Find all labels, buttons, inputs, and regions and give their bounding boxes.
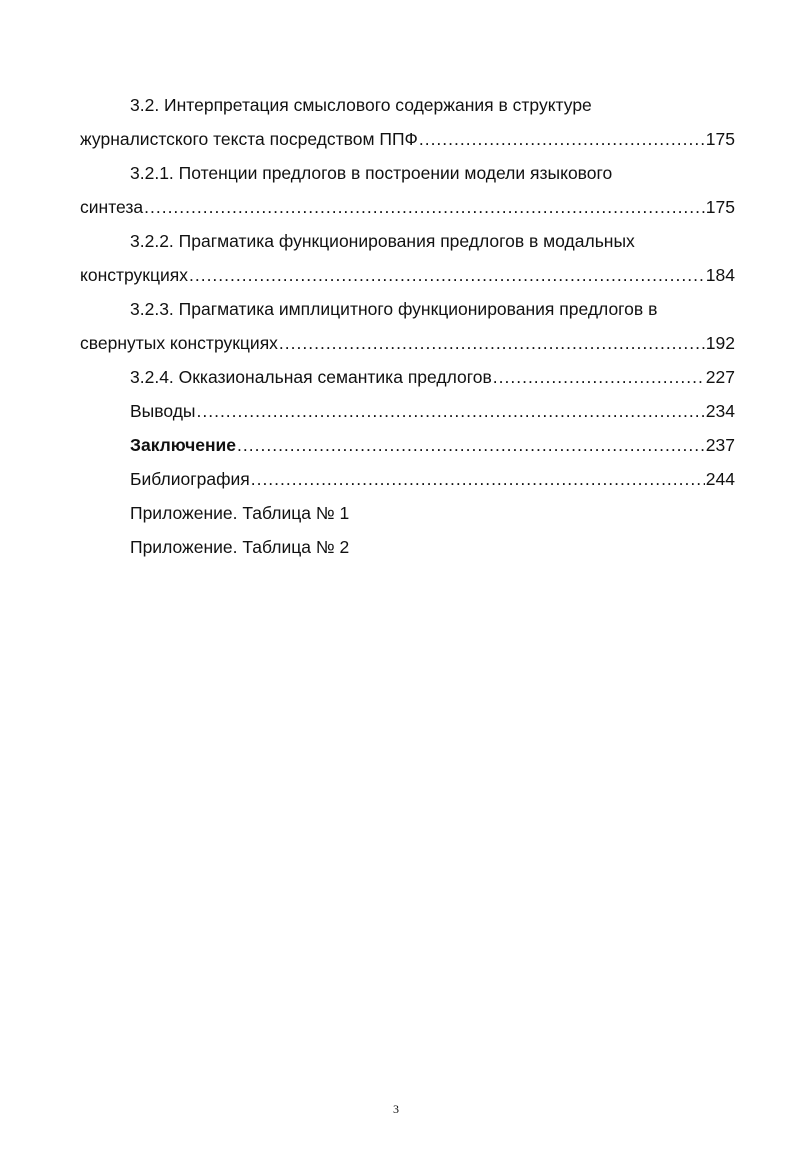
- toc-page-number: 234: [705, 401, 735, 421]
- toc-entry-conclusions: [80, 394, 735, 428]
- toc-entry-title: 3.2.3. Прагматика имплицитного функционирования предлогов в: [130, 299, 658, 319]
- leader-dots: [251, 462, 705, 496]
- toc-entry-title-cont: свернутых конструкциях: [80, 333, 278, 353]
- toc-entry-bibliography: [80, 462, 735, 496]
- leader-dots: [144, 190, 705, 224]
- toc-entry-title: Библиография: [130, 469, 250, 489]
- toc-entry-title: 3.2.2. Прагматика функционирования предлогов в модальных: [130, 231, 635, 251]
- leader-dots: [189, 258, 705, 292]
- toc-entry-3-2: [80, 88, 735, 156]
- toc-page-number: 175: [705, 197, 735, 217]
- toc-entry-title: 3.2. Интерпретация смыслового содержания в структуре: [130, 95, 592, 115]
- toc-entry-title-cont: синтеза: [80, 197, 144, 217]
- leader-dots: [419, 122, 705, 156]
- page-number: 3: [393, 1102, 399, 1116]
- toc-page-number: 227: [705, 367, 735, 387]
- toc-entry-title: Выводы: [130, 401, 196, 421]
- toc-page-number: 192: [705, 333, 735, 353]
- toc-page-number: 244: [705, 469, 735, 489]
- toc-entry-title: 3.2.4. Окказиональная семантика предлогов: [130, 367, 492, 387]
- toc-entry-3-2-1: [80, 156, 735, 224]
- toc-appendix-2: Приложение. Таблица № 2: [130, 537, 350, 557]
- toc-entry-final-conclusion: [80, 428, 735, 462]
- toc-entry-title: 3.2.1. Потенции предлогов в построении модели языкового: [130, 163, 613, 183]
- toc-page-number: 184: [705, 265, 735, 285]
- leader-dots: [237, 428, 705, 462]
- toc-entry-title-cont: журналистского текста посредством ППФ: [80, 129, 418, 149]
- toc-appendix-1: Приложение. Таблица № 1: [130, 503, 350, 523]
- toc-page-number: 237: [705, 435, 735, 455]
- table-of-contents: [80, 88, 735, 564]
- leader-dots: [493, 360, 705, 394]
- leader-dots: [279, 326, 705, 360]
- toc-entry-3-2-4: [80, 360, 735, 394]
- toc-entry-3-2-3: [80, 292, 735, 360]
- toc-entry-title: Заключение: [130, 435, 237, 455]
- toc-entry-title-cont: конструкциях: [80, 265, 188, 285]
- toc-entry-3-2-2: [80, 224, 735, 292]
- leader-dots: [197, 394, 705, 428]
- toc-page-number: 175: [705, 129, 735, 149]
